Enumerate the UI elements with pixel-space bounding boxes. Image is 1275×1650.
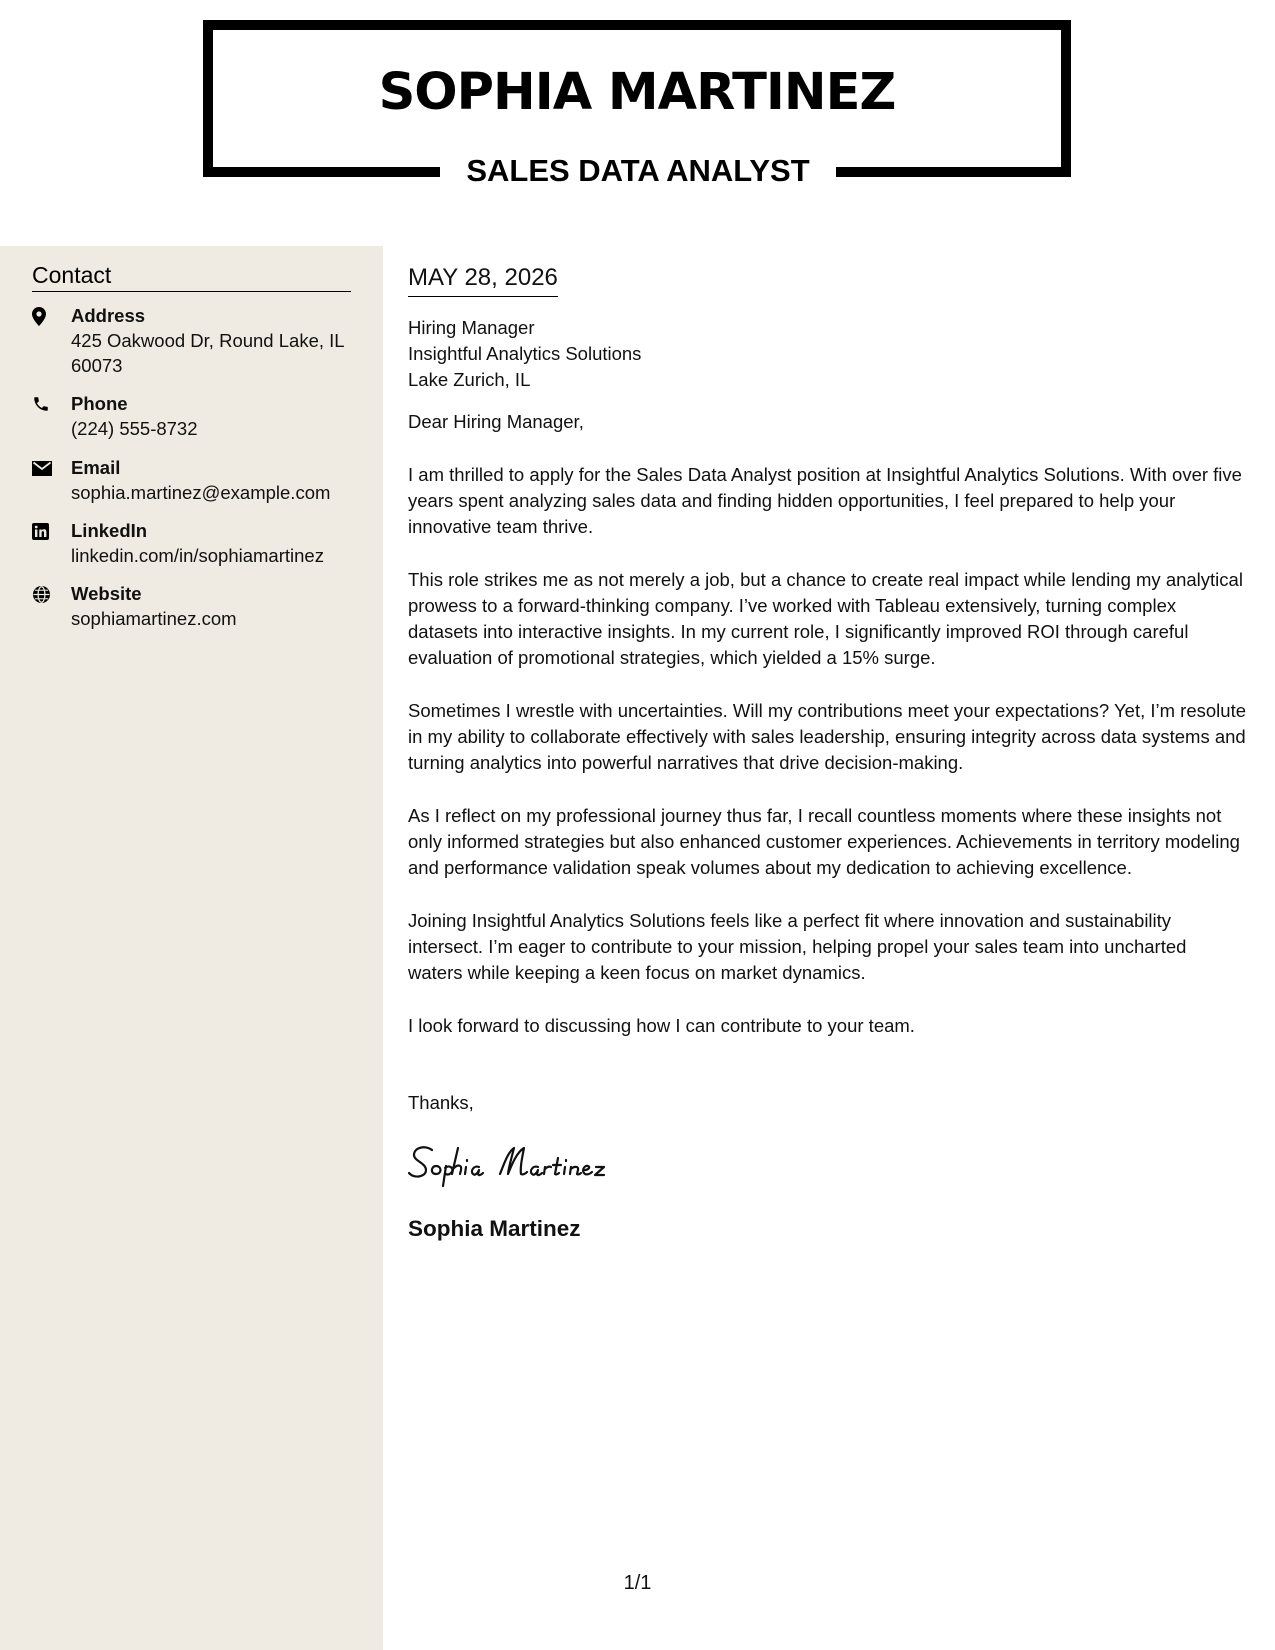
body-paragraph: As I reflect on my professional journey thus far, I recall countless moments where these insights not only informed strategies but also enhanced customer experiences. Achievements in territory modeling and performance validation speak volumes about my dedication to achieving excellence. <box>408 805 1240 878</box>
body-paragraph: This role strikes me as not merely a job, but a chance to create real impact while lending my analytical prowess to a forward-thinking company. I’ve worked with Tableau extensively, turning complex datasets into interactive insights. In my current role, I significantly improved ROI through careful evaluation of promotional strategies, which yielded a 15% surge. <box>408 569 1243 668</box>
page-number: 1/1 <box>623 1572 652 1594</box>
globe-icon <box>32 584 58 604</box>
email-value[interactable]: sophia.martinez@example.com <box>71 482 331 503</box>
contact-heading: Contact <box>32 260 351 292</box>
contact-label: Phone <box>71 393 128 414</box>
phone-icon <box>32 394 58 414</box>
phone-value: (224) 555-8732 <box>71 418 198 439</box>
linkedin-value[interactable]: linkedin.com/in/sophiamartinez <box>71 545 324 566</box>
job-title: SALES DATA ANALYST <box>440 146 836 196</box>
body-paragraph: I am thrilled to apply for the Sales Data Analyst position at Insightful Analytics Solutions. With over five years spent analyzing sales data and finding hidden opportunities, I feel prepared to help your innovative team thrive. <box>408 464 1242 537</box>
website-value[interactable]: sophiamartinez.com <box>71 608 237 629</box>
handwritten-signature <box>408 1136 673 1194</box>
recipient-line: Insightful Analytics Solutions <box>408 343 642 364</box>
salutation: Dear Hiring Manager, <box>408 411 584 432</box>
recipient-block <box>408 315 1246 393</box>
signer-name: Sophia Martinez <box>408 1216 581 1241</box>
body-paragraph: Joining Insightful Analytics Solutions feels like a perfect fit where innovation and sustainability intersect. I’m eager to contribute to your mission, helping propel your sales team into uncharted waters while keeping a keen focus on market dynamics. <box>408 910 1187 983</box>
closing: Thanks, <box>408 1092 474 1113</box>
recipient-line: Lake Zurich, IL <box>408 369 531 390</box>
envelope-icon <box>32 458 58 478</box>
body-paragraph: Sometimes I wrestle with uncertainties. Will my contributions meet your expectations? Yet, I’m resolute in my ability to collaborate effectively with sales leadership, ensuring integrity across data systems and turning analytics into powerful narratives that drive decision-making. <box>408 700 1246 773</box>
recipient-line: Hiring Manager <box>408 317 535 338</box>
contact-label: Email <box>71 457 121 478</box>
address-value: 425 Oakwood Dr, Round Lake, IL 60073 <box>71 330 344 376</box>
body-paragraph: I look forward to discussing how I can contribute to your team. <box>408 1015 915 1036</box>
contact-label: Website <box>71 583 142 604</box>
linkedin-icon <box>32 521 58 541</box>
contact-label: LinkedIn <box>71 520 148 541</box>
letter-body <box>408 262 1246 1244</box>
letter-date: MAY 28, 2026 <box>408 262 558 297</box>
applicant-name: SOPHIA MARTINEZ <box>378 63 896 122</box>
location-pin-icon <box>32 306 58 326</box>
contact-label: Address <box>71 305 146 326</box>
